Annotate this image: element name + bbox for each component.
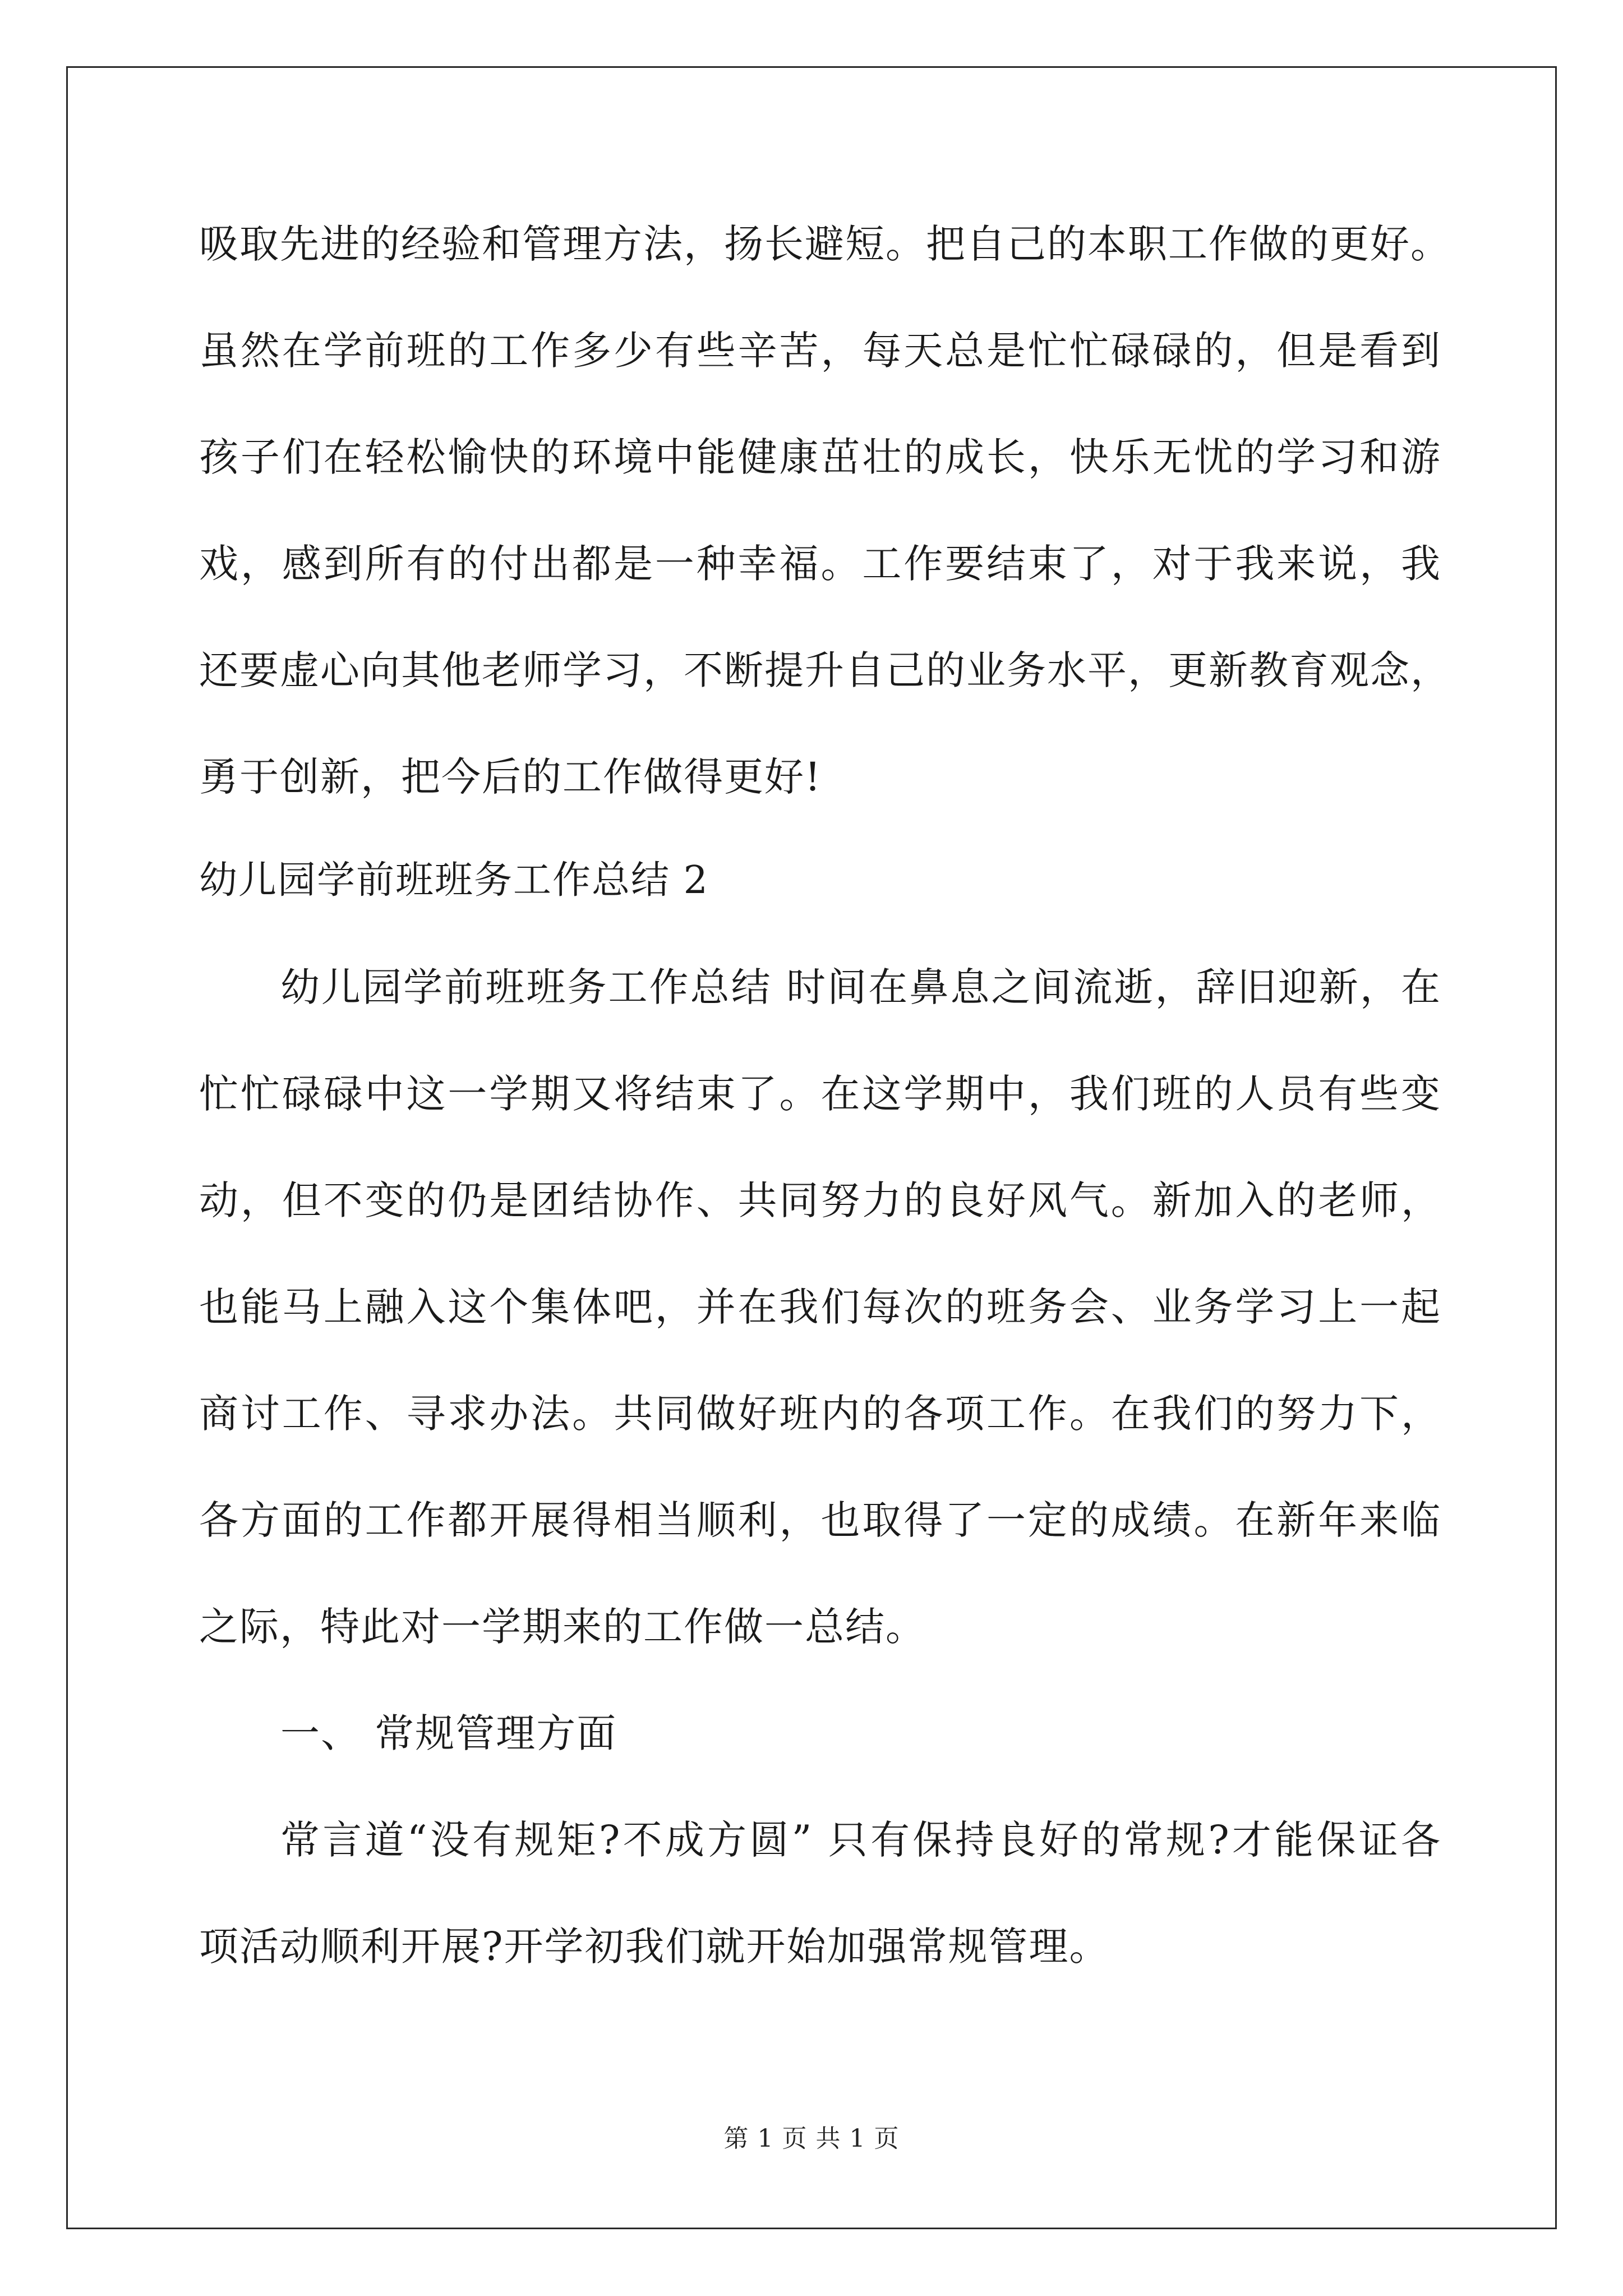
subsection-heading: 一、 常规管理方面 bbox=[280, 1710, 617, 1756]
paragraph-line: 孩子们在轻松愉快的环境中能健康茁壮的成长，快乐无忧的学习和游 bbox=[199, 434, 1441, 480]
paragraph-line: 动，但不变的仍是团结协作、共同努力的良好风气。新加入的老师， bbox=[199, 1177, 1441, 1223]
paragraph-line: 各方面的工作都开展得相当顺利，也取得了一定的成绩。在新年来临 bbox=[199, 1497, 1441, 1543]
page-footer: 第 1 页 共 1 页 bbox=[723, 2124, 900, 2153]
paragraph-line: 戏，感到所有的付出都是一种幸福。工作要结束了，对于我来说，我 bbox=[199, 541, 1441, 587]
paragraph-line: 勇于创新，把今后的工作做得更好! bbox=[199, 754, 822, 800]
paragraph-line: 项活动顺利开展?开学初我们就开始加强常规管理。 bbox=[199, 1924, 1110, 1970]
page-border bbox=[66, 66, 1557, 2229]
section-heading: 幼儿园学前班班务工作总结 2 bbox=[199, 858, 709, 903]
paragraph-line: 之际，特此对一学期来的工作做一总结。 bbox=[199, 1604, 926, 1650]
paragraph-line: 虽然在学前班的工作多少有些辛苦，每天总是忙忙碌碌的，但是看到 bbox=[199, 328, 1441, 374]
paragraph-line: 幼儿园学前班班务工作总结 时间在鼻息之间流逝，辞旧迎新，在 bbox=[280, 964, 1441, 1010]
paragraph-line: 也能马上融入这个集体吧，并在我们每次的班务会、业务学习上一起 bbox=[199, 1284, 1441, 1330]
paragraph-line: 常言道“没有规矩?不成方圆” 只有保持良好的常规?才能保证各 bbox=[280, 1817, 1441, 1863]
paragraph-line: 吸取先进的经验和管理方法，扬长避短。把自己的本职工作做的更好。 bbox=[199, 221, 1451, 267]
paragraph-line: 商讨工作、寻求办法。共同做好班内的各项工作。在我们的努力下， bbox=[199, 1391, 1441, 1437]
paragraph-line: 还要虚心向其他老师学习，不断提升自己的业务水平，更新教育观念， bbox=[199, 647, 1451, 693]
paragraph-line: 忙忙碌碌中这一学期又将结束了。在这学期中，我们班的人员有些变 bbox=[199, 1071, 1441, 1117]
